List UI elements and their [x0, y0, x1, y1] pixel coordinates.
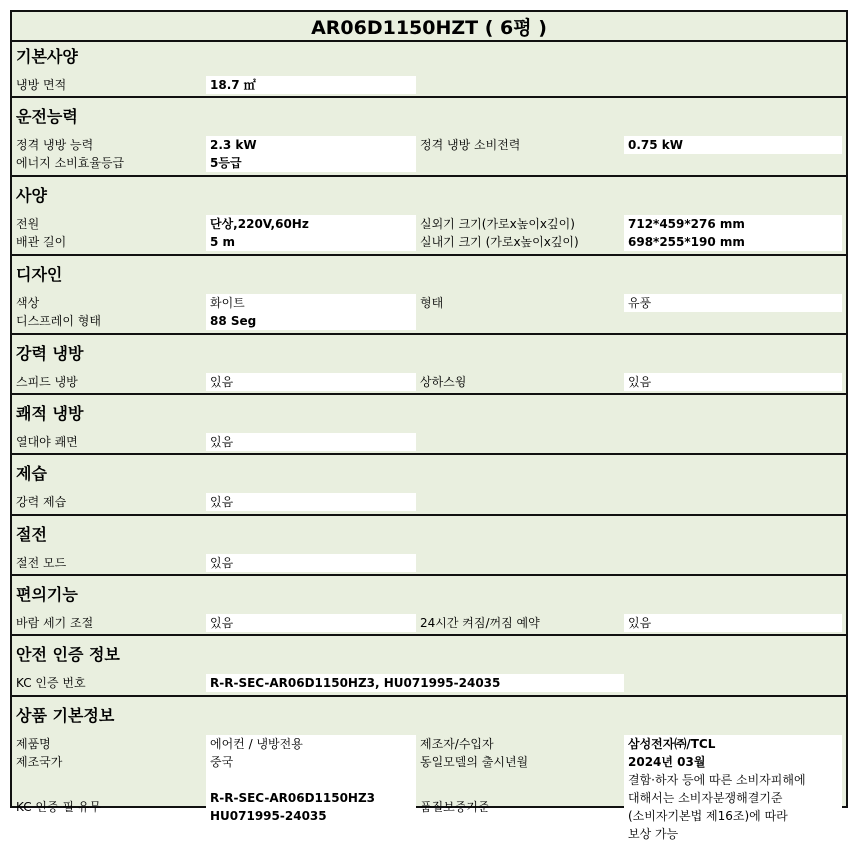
spec-label: 24시간 켜짐/꺼짐 예약	[420, 616, 540, 630]
section-heading: 강력 냉방	[16, 343, 84, 363]
spec-value: 삼성전자㈜/TCL	[624, 735, 842, 753]
section-heading: 기본사양	[16, 46, 78, 66]
spec-row	[12, 493, 846, 511]
spec-value: 있음	[206, 554, 416, 572]
spec-label: 품질보증기준	[420, 800, 490, 814]
spec-value: 화이트	[206, 294, 416, 312]
spec-label: KC 인증 필 유무	[16, 800, 101, 814]
spec-label: KC 인증 번호	[16, 676, 86, 690]
warranty-line: 대해서는 소비자분쟁해결기준	[628, 791, 783, 805]
spec-value: 단상,220V,60Hz	[206, 215, 416, 233]
spec-row	[12, 312, 846, 330]
spec-label: 열대야 쾌면	[16, 435, 78, 449]
spec-row	[12, 674, 846, 692]
section-convenience	[12, 580, 846, 636]
kc-number-line: HU071995-24035	[210, 809, 327, 823]
spec-value: 5등급	[206, 154, 416, 172]
warranty-line: 보상 가능	[628, 827, 679, 841]
spec-label: 전원	[16, 217, 40, 231]
spec-label: 절전 모드	[16, 556, 67, 570]
spec-label: 제조자/수입자	[420, 737, 494, 751]
section-heading: 상품 기본정보	[16, 705, 115, 725]
spec-row	[12, 753, 846, 771]
section-heading: 사양	[16, 185, 47, 205]
kc-number-line: R-R-SEC-AR06D1150HZ3	[210, 791, 376, 805]
section-dehumidify	[12, 459, 846, 516]
spec-row	[12, 554, 846, 572]
section-heading: 운전능력	[16, 106, 78, 126]
spec-label: 실내기 크기 (가로x높이x깊이)	[420, 235, 579, 249]
spec-label: 형태	[420, 296, 444, 310]
spec-label: 정격 냉방 능력	[16, 138, 94, 152]
section-comfort-cooling	[12, 399, 846, 455]
spec-value: 있음	[624, 614, 842, 632]
spec-value: R-R-SEC-AR06D1150HZ3, HU071995-24035	[206, 674, 624, 692]
spec-value: 18.7 ㎡	[206, 76, 416, 94]
spec-label: 정격 냉방 소비전력	[420, 138, 521, 152]
spec-row	[12, 614, 846, 632]
section-product-info	[12, 701, 846, 843]
spec-value: 있음	[624, 373, 842, 391]
spec-value: 698*255*190 mm	[624, 233, 842, 251]
spec-value: 5 m	[206, 233, 416, 251]
spec-value: 있음	[206, 493, 416, 511]
section-heading: 디자인	[16, 264, 63, 284]
section-performance	[12, 102, 846, 177]
spec-label: 제조국가	[16, 755, 63, 769]
spec-label: 디스프레이 형태	[16, 314, 101, 328]
spec-sheet	[10, 10, 848, 841]
spec-row	[12, 154, 846, 172]
section-power-cooling	[12, 339, 846, 395]
spec-value	[206, 771, 416, 843]
spec-value: 있음	[206, 373, 416, 391]
spec-row	[12, 771, 846, 843]
spec-label: 에너지 소비효율등급	[16, 156, 125, 170]
spec-row	[12, 433, 846, 451]
section-safety-cert	[12, 640, 846, 697]
section-design	[12, 260, 846, 335]
section-heading: 쾌적 냉방	[16, 403, 84, 423]
section-power-saving	[12, 520, 846, 576]
spec-value: 712*459*276 mm	[624, 215, 842, 233]
warranty-line: (소비자기본법 제16조)에 따라	[628, 809, 788, 823]
spec-label: 바람 세기 조절	[16, 616, 94, 630]
section-heading: 편의기능	[16, 584, 78, 604]
spec-label: 상하스윙	[420, 375, 467, 389]
spec-value: 2.3 kW	[206, 136, 416, 154]
spec-value: 2024년 03월	[624, 753, 842, 771]
spec-label: 동일모델의 출시년월	[420, 755, 529, 769]
spec-label: 강력 제습	[16, 495, 67, 509]
section-heading: 안전 인증 정보	[16, 644, 120, 664]
spec-value: 있음	[206, 433, 416, 451]
section-heading: 절전	[16, 524, 47, 544]
product-title: AR06D1150HZT ( 6평 )	[12, 12, 846, 42]
section-basic	[12, 42, 846, 98]
section-spec	[12, 181, 846, 256]
section-heading: 제습	[16, 463, 47, 483]
spec-row	[12, 76, 846, 94]
spec-label: 배관 길이	[16, 235, 67, 249]
spec-row	[12, 233, 846, 251]
spec-value: 있음	[206, 614, 416, 632]
spec-row	[12, 215, 846, 233]
spec-value: 에어컨 / 냉방전용	[206, 735, 416, 753]
warranty-line: 결함·하자 등에 따른 소비자피해에	[628, 773, 806, 787]
spec-label: 스피드 냉방	[16, 375, 78, 389]
spec-label: 실외기 크기(가로x높이x깊이)	[420, 217, 575, 231]
spec-row	[12, 136, 846, 154]
spec-value: 중국	[206, 753, 416, 771]
spec-label: 냉방 면적	[16, 78, 67, 92]
spec-value	[624, 771, 842, 843]
spec-row	[12, 373, 846, 391]
spec-value: 88 Seg	[206, 312, 416, 330]
spec-value: 0.75 kW	[624, 136, 842, 154]
spec-label: 색상	[16, 296, 40, 310]
spec-row	[12, 294, 846, 312]
spec-row	[12, 735, 846, 753]
spec-value: 유풍	[624, 294, 842, 312]
spec-label: 제품명	[16, 737, 51, 751]
